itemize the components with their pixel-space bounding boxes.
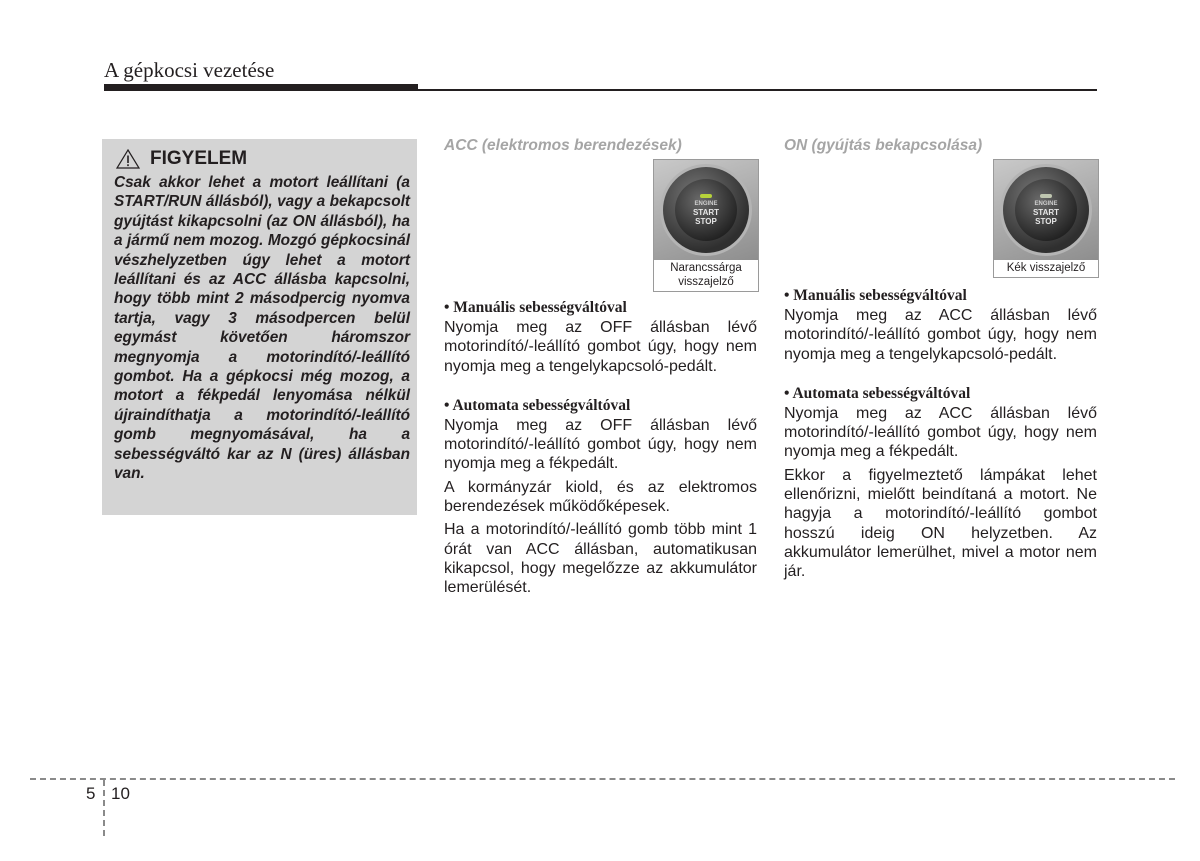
acc-manual-heading: • Manuális sebességváltóval bbox=[444, 299, 627, 316]
engine-start-stop-button-icon bbox=[994, 160, 1098, 260]
on-auto-heading: • Automata sebességváltóval bbox=[784, 384, 971, 402]
acc-figure-caption: Narancssárga visszajelző bbox=[670, 262, 742, 288]
button-label-engine: ENGINE bbox=[694, 201, 718, 207]
button-label-start: START bbox=[1032, 208, 1060, 217]
acc-figure bbox=[653, 159, 759, 292]
acc-section bbox=[444, 137, 757, 598]
indicator-lamp-icon bbox=[700, 194, 712, 198]
header-rule-thin bbox=[418, 89, 1097, 91]
warning-title: FIGYELEM bbox=[150, 148, 248, 169]
acc-manual-text: Nyomja meg az OFF állásban lévő motorindító/-leállító gombot úgy, hogy nem nyomja meg a tengelykapcsoló-pedált. bbox=[444, 319, 757, 375]
on-heading: ON (gyújtás bekapcsolása) bbox=[784, 137, 983, 154]
acc-auto-heading: • Automata sebességváltóval bbox=[444, 396, 631, 414]
on-manual-text: Nyomja meg az ACC állásban lévő motorindító/-leállító gombot úgy, hogy nem nyomja meg a tengelykapcsoló-pedált. bbox=[784, 307, 1097, 363]
button-label-stop: STOP bbox=[1035, 217, 1057, 226]
warning-box bbox=[102, 139, 417, 515]
on-paragraph-warning-lamps: Ekkor a figyelmeztető lámpákat lehet ellenőrizni, mielőtt beindítaná a motort. Ne hagyja a motorindító/-leállító gombot hosszú ideig ON helyzetben. Az akkumulátor lemerülhet, mivel a motor nem jár. bbox=[784, 466, 1097, 581]
indicator-lamp-icon bbox=[1040, 194, 1052, 198]
header-title: A gépkocsi vezetése bbox=[104, 58, 275, 82]
footer-divider bbox=[30, 778, 1175, 780]
footer-vertical-divider bbox=[103, 780, 105, 836]
on-figure-caption: Kék visszajelző bbox=[1006, 262, 1086, 274]
button-label-stop: STOP bbox=[695, 217, 717, 226]
button-label-engine: ENGINE bbox=[1034, 201, 1058, 207]
page-number: 10 bbox=[111, 784, 130, 803]
acc-paragraph-auto-off: Ha a motorindító/-leállító gomb több mint 1 órát van ACC állásban, automatikusan kikapcsol, hogy megelőzze az akkumulátor lemerülését. bbox=[444, 521, 757, 597]
engine-start-stop-button-icon bbox=[654, 160, 758, 260]
warning-triangle-icon bbox=[116, 149, 140, 169]
on-auto-text: Nyomja meg az ACC állásban lévő motorindító/-leállító gombot úgy, hogy nem nyomja meg a fékpedált. bbox=[784, 404, 1097, 461]
warning-header bbox=[114, 147, 410, 171]
acc-auto-text: Nyomja meg az OFF állásban lévő motorindító/-leállító gombot úgy, hogy nem nyomja meg a fékpedált. bbox=[444, 416, 757, 473]
chapter-number: 5 bbox=[86, 784, 96, 803]
header-rule-thick bbox=[104, 84, 418, 91]
on-section bbox=[784, 137, 1097, 582]
button-label-start: START bbox=[692, 208, 720, 217]
acc-heading: ACC (elektromos berendezések) bbox=[444, 137, 682, 154]
on-manual-heading: • Manuális sebességváltóval bbox=[784, 287, 967, 304]
acc-paragraph-steering-lock: A kormányzár kiold, és az elektromos berendezések működőképesek. bbox=[444, 478, 757, 516]
on-figure bbox=[993, 159, 1099, 278]
warning-text: Csak akkor lehet a motort leállítani (a START/RUN állásból), vagy a bekapcsolt gyújtást kikapcsolni (az ON állásból), ha a jármű nem mozog. Mozgó gépkocsinál vészhelyzetben úgy lehet a motort leállítani és az ACC állásba kapcsolni, hogy több mint 2 másodpercig nyomva tartja, vagy 3 másodpercen belül egymást követően háromszor megnyomja a motorindító/-leállító gombot. Ha a gépkocsi még mozog, a motort a fékpedál lenyomása nélkül újraindíthatja a motorindító/-leállító gomb megnyomásával, ha a sebességváltó kar az N (üres) állásban van. bbox=[114, 174, 410, 483]
